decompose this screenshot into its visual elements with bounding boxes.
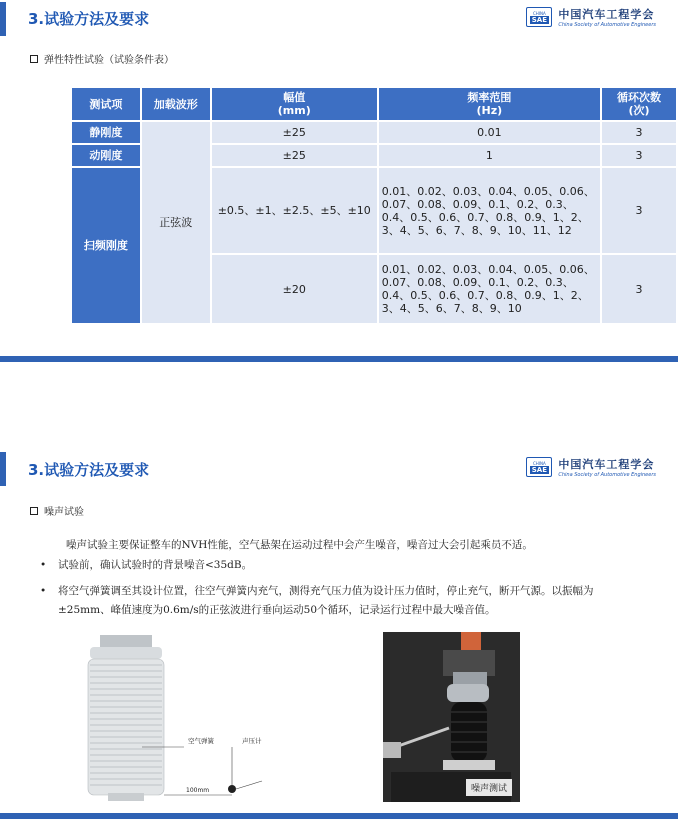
row-dynamic-label: 动刚度 <box>72 145 140 166</box>
badge-top-text: CHINA <box>533 10 546 16</box>
header-waveform: 加载波形 <box>142 88 210 120</box>
section-subtitle <box>30 51 174 66</box>
bullet-dot: • <box>40 585 47 597</box>
subtitle-text: 噪声试验 <box>44 507 84 518</box>
logo-en: China Society of Automotive Engineers <box>558 22 656 28</box>
subtitle-text: 弹性特性试验（试验条件表） <box>44 55 174 66</box>
sweep-freq-1: 0.01、0.02、0.03、0.04、0.05、0.06、0.07、0.08、0.09、0.1、0.2、0.3、0.4、0.5、0.6、0.7、0.8、0.9、1、2、3、4、5、6、7、8、9、10、11、12 <box>379 168 600 253</box>
logo <box>526 6 656 28</box>
bullet-dot: • <box>40 559 47 571</box>
static-cycles: 3 <box>602 122 676 143</box>
page-title: 3.试验方法及要求 <box>28 10 150 28</box>
logo-cn: 中国汽车工程学会 <box>558 458 655 471</box>
bullet-2: 将空气弹簧调至其设计位置，往空气弹簧内充气，测得充气压力值为设计压力值时，停止充气，断开气源。以振幅为±25mm、峰值速度为0.6m/s的正弦波进行垂向运动50个循环，记录运行过程中最大噪音值。 <box>58 585 594 616</box>
photo-caption: 噪声测试 <box>466 779 512 796</box>
static-amplitude: ±25 <box>212 122 377 143</box>
logo-en: China Society of Automotive Engineers <box>558 472 656 478</box>
sae-badge-icon <box>526 7 552 27</box>
sae-badge-icon <box>526 457 552 477</box>
badge-top-text: CHINA <box>533 460 546 466</box>
slide-gap <box>0 362 678 442</box>
page-title: 3.试验方法及要求 <box>28 461 150 479</box>
sweep-cycles-2: 3 <box>602 255 676 323</box>
title-accent-bar <box>0 2 6 36</box>
row-static-label: 静刚度 <box>72 122 140 143</box>
logo-cn: 中国汽车工程学会 <box>558 8 655 21</box>
sweep-freq-2: 0.01、0.02、0.03、0.04、0.05、0.06、0.07、0.08、0.09、0.1、0.2、0.3、0.4、0.5、0.6、0.7、0.8、0.9、1、2、3、4、5、6、7、8、9、10 <box>379 255 600 323</box>
dynamic-freq: 1 <box>379 145 600 166</box>
test-conditions-table <box>70 86 678 325</box>
header-amplitude: 幅值 (mm) <box>212 88 377 120</box>
test-rig-image <box>383 632 520 802</box>
square-bullet-icon <box>30 55 38 63</box>
waveform-cell: 正弦波 <box>142 122 210 323</box>
sweep-cycles-1: 3 <box>602 168 676 253</box>
dynamic-amplitude: ±25 <box>212 145 377 166</box>
badge-bottom-text: SAE <box>531 15 547 24</box>
sweep-amplitude-2: ±20 <box>212 255 377 323</box>
header-frequency: 频率范围 (Hz) <box>379 88 600 120</box>
static-freq: 0.01 <box>379 122 600 143</box>
footer-bar <box>0 813 678 819</box>
noise-test-photo <box>383 632 520 802</box>
label-distance: 100mm <box>186 787 210 794</box>
square-bullet-icon <box>30 507 38 515</box>
dynamic-cycles: 3 <box>602 145 676 166</box>
title-accent-bar <box>0 452 6 486</box>
header-item: 测试项 <box>72 88 140 120</box>
intro-paragraph: 噪声试验主要保证整车的NVH性能，空气悬架在运动过程中会产生噪音，噪音过大会引起乘员不适。 <box>66 539 533 551</box>
badge-bottom-text: SAE <box>531 465 547 474</box>
label-sound-meter: 声压计 <box>242 737 262 745</box>
sweep-amplitude-1: ±0.5、±1、±2.5、±5、±10 <box>212 168 377 253</box>
bullet-1: 试验前，确认试验时的背景噪音<35dB。 <box>58 559 253 571</box>
air-spring-drawing <box>82 633 272 803</box>
logo <box>526 456 656 478</box>
slide-1 <box>0 0 678 362</box>
row-sweep-label: 扫频刚度 <box>72 168 140 323</box>
air-spring-figure <box>82 633 272 803</box>
label-air-spring: 空气弹簧 <box>188 737 214 745</box>
section-subtitle <box>30 503 84 518</box>
header-cycles: 循环次数 (次) <box>602 88 676 120</box>
